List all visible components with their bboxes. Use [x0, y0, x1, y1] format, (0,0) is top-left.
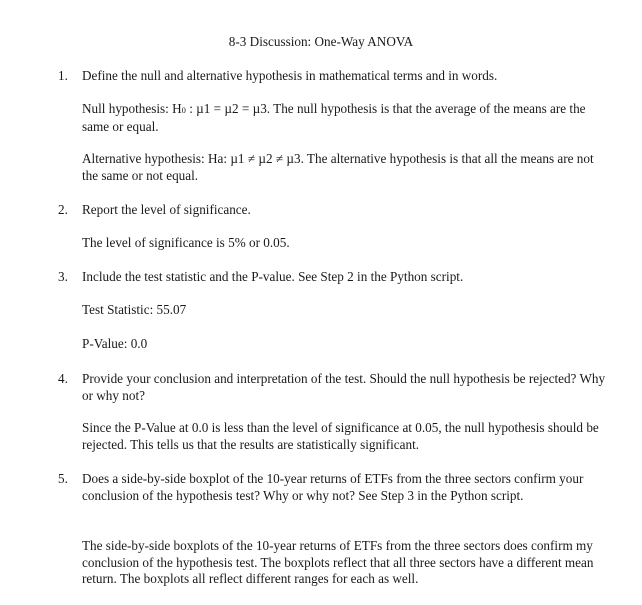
item-1-number: 1. — [58, 68, 68, 83]
item-2-number: 2. — [58, 202, 68, 217]
item-4-question: Provide your conclusion and interpretation of the test. Should the null hypothesis be rejected? Why or why not? — [82, 371, 606, 403]
item-3-answer-p-value: P-Value: 0.0 — [82, 336, 148, 351]
null-symbol: H — [172, 101, 182, 116]
item-4-number: 4. — [58, 371, 68, 386]
null-statement: : µ1 = µ2 = µ3. The null hypothesis is that the average of the means are the same or equal. — [82, 101, 586, 134]
item-5-answer: The side-by-side boxplots of the 10-year returns of ETFs from the three sectors does confirm my conclusion of the hypothesis test. The boxplots reflect that all three sectors have a different mean return. The boxplots all reflect different ranges for each as well. — [82, 538, 594, 586]
item-1-answer-null — [82, 101, 612, 135]
null-subscript: 0 — [181, 105, 186, 115]
item-5-number: 5. — [58, 471, 68, 486]
item-1-question: Define the null and alternative hypothesis in mathematical terms and in words. — [82, 68, 498, 83]
document-title: 8-3 Discussion: One-Way ANOVA — [228, 34, 414, 49]
null-label: Null hypothesis: — [82, 101, 169, 116]
item-3-question: Include the test statistic and the P-value. See Step 2 in the Python script. — [82, 269, 464, 284]
item-3-number: 3. — [58, 269, 68, 284]
item-2-answer: The level of significance is 5% or 0.05. — [82, 235, 290, 250]
item-1-answer-alternative: Alternative hypothesis: Ha: µ1 ≠ µ2 ≠ µ3. The alternative hypothesis is that all the means are not the same or not equal. — [82, 151, 594, 183]
item-2-question: Report the level of significance. — [82, 202, 251, 217]
item-3-answer-test-statistic: Test Statistic: 55.07 — [82, 302, 187, 317]
item-5-question: Does a side-by-side boxplot of the 10-year returns of ETFs from the three sectors confirm your conclusion of the hypothesis test? Why or why not? See Step 3 in the Python script. — [82, 471, 584, 503]
item-4-answer: Since the P-Value at 0.0 is less than the level of significance at 0.05, the null hypothesis should be rejected. This tells us that the results are statistically significant. — [82, 420, 599, 452]
